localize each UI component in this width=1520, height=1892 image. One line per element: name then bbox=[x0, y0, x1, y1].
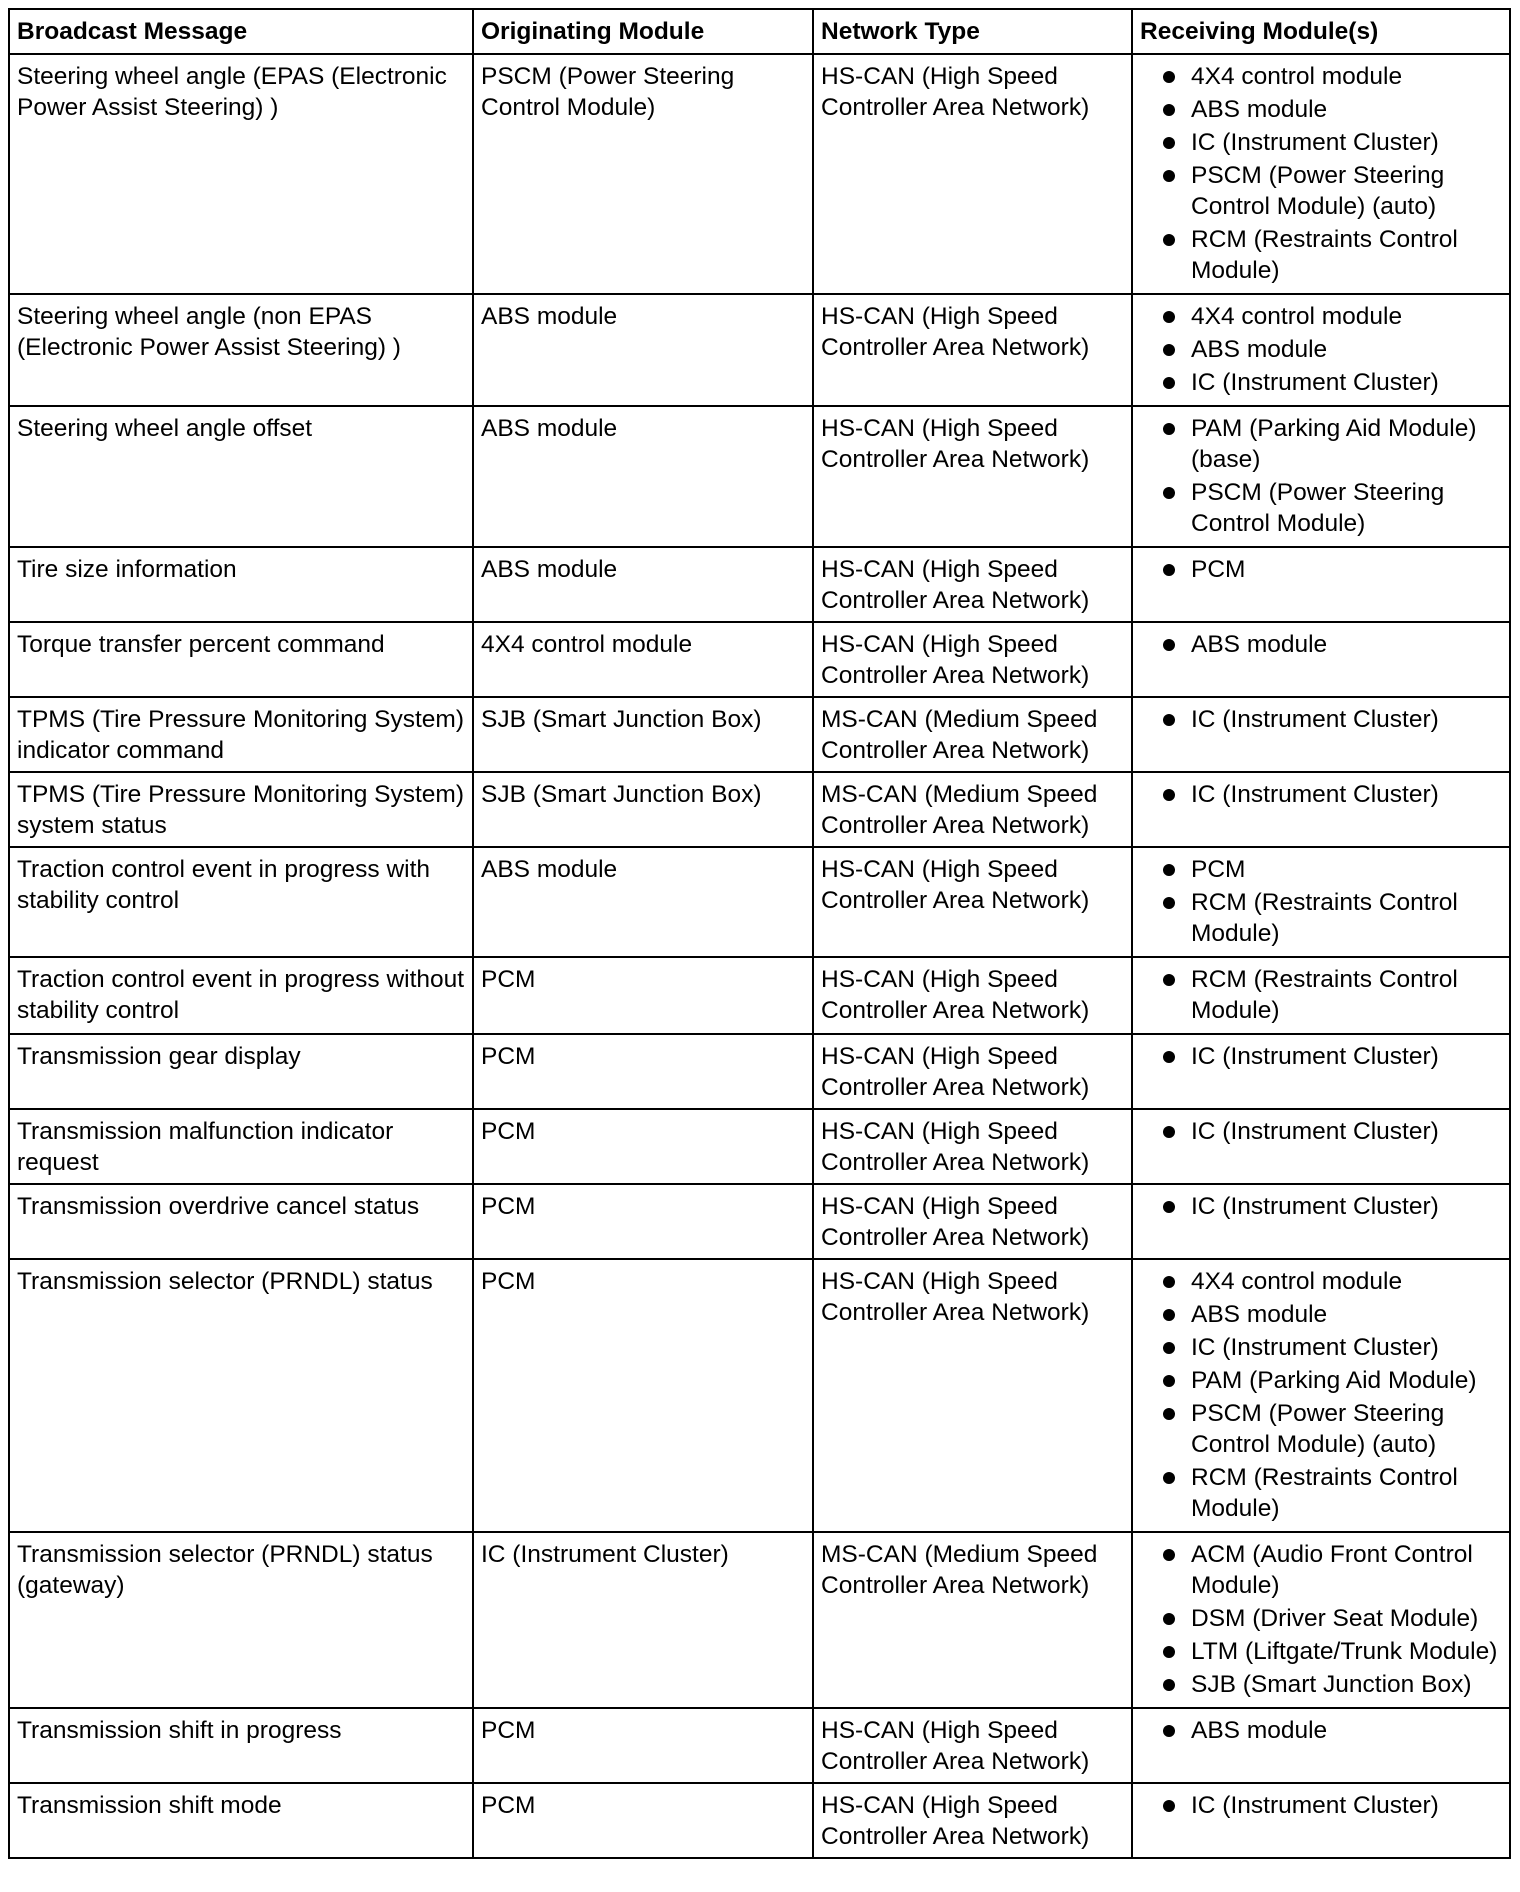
bullet-icon bbox=[1163, 864, 1175, 876]
receiving-module-list bbox=[1140, 1041, 1502, 1072]
broadcast-message-cell: Steering wheel angle (EPAS (Electronic Power Assist Steering) ) bbox=[9, 54, 473, 294]
bullet-icon bbox=[1163, 311, 1175, 323]
bullet-icon bbox=[1163, 1309, 1175, 1321]
bullet-icon bbox=[1163, 1408, 1175, 1420]
originating-module-cell: SJB (Smart Junction Box) bbox=[473, 772, 813, 847]
table-row bbox=[9, 772, 1510, 847]
bullet-icon bbox=[1163, 1375, 1175, 1387]
broadcast-message-cell: Traction control event in progress without stability control bbox=[9, 957, 473, 1034]
receiving-module-item bbox=[1140, 413, 1502, 475]
header-receiving-modules: Receiving Module(s) bbox=[1132, 9, 1510, 54]
receiving-module-item bbox=[1140, 1790, 1502, 1821]
originating-module-cell: IC (Instrument Cluster) bbox=[473, 1532, 813, 1708]
network-type-cell: MS-CAN (Medium Speed Controller Area Network) bbox=[813, 697, 1132, 772]
broadcast-message-cell: Transmission shift mode bbox=[9, 1783, 473, 1858]
bullet-icon bbox=[1163, 1201, 1175, 1213]
bullet-icon bbox=[1163, 377, 1175, 389]
table-header-row bbox=[9, 9, 1510, 54]
bullet-icon bbox=[1163, 344, 1175, 356]
receiving-module-item bbox=[1140, 1116, 1502, 1147]
network-type-cell: HS-CAN (High Speed Controller Area Network) bbox=[813, 1184, 1132, 1259]
broadcast-message-cell: Tire size information bbox=[9, 547, 473, 622]
receiving-module-label: PCM bbox=[1191, 856, 1246, 883]
receiving-modules-cell bbox=[1132, 1783, 1510, 1858]
receiving-module-label: SJB (Smart Junction Box) bbox=[1191, 1671, 1472, 1698]
bullet-icon bbox=[1163, 1342, 1175, 1354]
receiving-module-item bbox=[1140, 477, 1502, 539]
receiving-module-list bbox=[1140, 1266, 1502, 1524]
broadcast-message-cell: Transmission gear display bbox=[9, 1034, 473, 1109]
receiving-module-label: ABS module bbox=[1191, 1301, 1328, 1328]
table-row bbox=[9, 1109, 1510, 1184]
originating-module-cell: PCM bbox=[473, 1259, 813, 1532]
receiving-module-item bbox=[1140, 1603, 1502, 1634]
receiving-module-label: PSCM (Power Steering Control Module) (auto) bbox=[1191, 162, 1445, 220]
receiving-modules-cell bbox=[1132, 847, 1510, 957]
receiving-modules-cell bbox=[1132, 622, 1510, 697]
receiving-modules-cell bbox=[1132, 1184, 1510, 1259]
bullet-icon bbox=[1163, 234, 1175, 246]
receiving-module-label: IC (Instrument Cluster) bbox=[1191, 1792, 1439, 1819]
originating-module-cell: PCM bbox=[473, 957, 813, 1034]
originating-module-cell: PCM bbox=[473, 1184, 813, 1259]
receiving-module-item bbox=[1140, 779, 1502, 810]
receiving-module-list bbox=[1140, 554, 1502, 585]
receiving-module-item bbox=[1140, 94, 1502, 125]
receiving-modules-cell bbox=[1132, 406, 1510, 547]
network-type-cell: HS-CAN (High Speed Controller Area Network) bbox=[813, 547, 1132, 622]
originating-module-cell: ABS module bbox=[473, 294, 813, 406]
receiving-module-label: DSM (Driver Seat Module) bbox=[1191, 1605, 1479, 1632]
receiving-module-list bbox=[1140, 301, 1502, 398]
broadcast-message-cell: TPMS (Tire Pressure Monitoring System) system status bbox=[9, 772, 473, 847]
receiving-modules-cell bbox=[1132, 1532, 1510, 1708]
receiving-module-label: ACM (Audio Front Control Module) bbox=[1191, 1541, 1473, 1599]
network-type-cell: HS-CAN (High Speed Controller Area Network) bbox=[813, 54, 1132, 294]
table-row bbox=[9, 54, 1510, 294]
receiving-modules-cell bbox=[1132, 1708, 1510, 1783]
receiving-module-list bbox=[1140, 1539, 1502, 1700]
table-row bbox=[9, 294, 1510, 406]
receiving-module-label: IC (Instrument Cluster) bbox=[1191, 1334, 1439, 1361]
table-row bbox=[9, 1708, 1510, 1783]
receiving-module-label: PSCM (Power Steering Control Module) (auto) bbox=[1191, 1400, 1445, 1458]
originating-module-cell: ABS module bbox=[473, 847, 813, 957]
receiving-module-label: RCM (Restraints Control Module) bbox=[1191, 1464, 1458, 1522]
receiving-module-label: PAM (Parking Aid Module) (base) bbox=[1191, 415, 1477, 473]
bullet-icon bbox=[1163, 564, 1175, 576]
receiving-module-item bbox=[1140, 1332, 1502, 1363]
receiving-module-item bbox=[1140, 1669, 1502, 1700]
network-type-cell: MS-CAN (Medium Speed Controller Area Network) bbox=[813, 1532, 1132, 1708]
table-row bbox=[9, 1532, 1510, 1708]
bullet-icon bbox=[1163, 487, 1175, 499]
bullet-icon bbox=[1163, 137, 1175, 149]
receiving-module-label: ABS module bbox=[1191, 631, 1328, 658]
network-type-cell: HS-CAN (High Speed Controller Area Network) bbox=[813, 622, 1132, 697]
receiving-modules-cell bbox=[1132, 1259, 1510, 1532]
table-row bbox=[9, 1259, 1510, 1532]
network-type-cell: HS-CAN (High Speed Controller Area Network) bbox=[813, 406, 1132, 547]
receiving-module-list bbox=[1140, 854, 1502, 949]
receiving-module-item bbox=[1140, 704, 1502, 735]
receiving-module-label: RCM (Restraints Control Module) bbox=[1191, 226, 1458, 284]
receiving-module-label: IC (Instrument Cluster) bbox=[1191, 369, 1439, 396]
broadcast-message-cell: Steering wheel angle (non EPAS (Electronic Power Assist Steering) ) bbox=[9, 294, 473, 406]
receiving-module-item bbox=[1140, 1715, 1502, 1746]
header-broadcast-message: Broadcast Message bbox=[9, 9, 473, 54]
receiving-module-label: ABS module bbox=[1191, 336, 1328, 363]
network-type-cell: MS-CAN (Medium Speed Controller Area Network) bbox=[813, 772, 1132, 847]
table-row bbox=[9, 1783, 1510, 1858]
network-type-cell: HS-CAN (High Speed Controller Area Network) bbox=[813, 1259, 1132, 1532]
receiving-module-list bbox=[1140, 779, 1502, 810]
receiving-module-item bbox=[1140, 160, 1502, 222]
receiving-module-item bbox=[1140, 1398, 1502, 1460]
header-originating-module: Originating Module bbox=[473, 9, 813, 54]
receiving-module-label: PAM (Parking Aid Module) bbox=[1191, 1367, 1477, 1394]
bullet-icon bbox=[1163, 170, 1175, 182]
table-row bbox=[9, 697, 1510, 772]
bullet-icon bbox=[1163, 1613, 1175, 1625]
broadcast-message-cell: Transmission selector (PRNDL) status (gateway) bbox=[9, 1532, 473, 1708]
receiving-modules-cell bbox=[1132, 697, 1510, 772]
receiving-module-item bbox=[1140, 1266, 1502, 1297]
network-type-cell: HS-CAN (High Speed Controller Area Network) bbox=[813, 957, 1132, 1034]
bullet-icon bbox=[1163, 714, 1175, 726]
receiving-modules-cell bbox=[1132, 1034, 1510, 1109]
receiving-module-item bbox=[1140, 629, 1502, 660]
bullet-icon bbox=[1163, 1051, 1175, 1063]
receiving-module-label: ABS module bbox=[1191, 1717, 1328, 1744]
originating-module-cell: PCM bbox=[473, 1109, 813, 1184]
bullet-icon bbox=[1163, 104, 1175, 116]
table-body bbox=[9, 54, 1510, 1858]
bullet-icon bbox=[1163, 1276, 1175, 1288]
receiving-modules-cell bbox=[1132, 54, 1510, 294]
bullet-icon bbox=[1163, 789, 1175, 801]
receiving-module-label: IC (Instrument Cluster) bbox=[1191, 1118, 1439, 1145]
table-row bbox=[9, 1184, 1510, 1259]
receiving-modules-cell bbox=[1132, 547, 1510, 622]
broadcast-message-cell: Transmission shift in progress bbox=[9, 1708, 473, 1783]
receiving-module-label: IC (Instrument Cluster) bbox=[1191, 781, 1439, 808]
originating-module-cell: ABS module bbox=[473, 406, 813, 547]
originating-module-cell: PSCM (Power Steering Control Module) bbox=[473, 54, 813, 294]
broadcast-message-cell: Traction control event in progress with stability control bbox=[9, 847, 473, 957]
bullet-icon bbox=[1163, 1800, 1175, 1812]
broadcast-message-cell: TPMS (Tire Pressure Monitoring System) indicator command bbox=[9, 697, 473, 772]
receiving-module-list bbox=[1140, 964, 1502, 1026]
receiving-module-item bbox=[1140, 964, 1502, 1026]
receiving-module-label: 4X4 control module bbox=[1191, 303, 1403, 330]
receiving-module-item bbox=[1140, 127, 1502, 158]
originating-module-cell: ABS module bbox=[473, 547, 813, 622]
bullet-icon bbox=[1163, 1725, 1175, 1737]
receiving-module-item bbox=[1140, 301, 1502, 332]
table-row bbox=[9, 957, 1510, 1034]
receiving-module-item bbox=[1140, 854, 1502, 885]
receiving-module-item bbox=[1140, 61, 1502, 92]
network-type-cell: HS-CAN (High Speed Controller Area Network) bbox=[813, 1783, 1132, 1858]
receiving-module-item bbox=[1140, 554, 1502, 585]
receiving-module-list bbox=[1140, 413, 1502, 539]
receiving-module-label: IC (Instrument Cluster) bbox=[1191, 1193, 1439, 1220]
bullet-icon bbox=[1163, 71, 1175, 83]
table-row bbox=[9, 622, 1510, 697]
receiving-module-label: ABS module bbox=[1191, 96, 1328, 123]
receiving-module-label: RCM (Restraints Control Module) bbox=[1191, 889, 1458, 947]
receiving-modules-cell bbox=[1132, 294, 1510, 406]
receiving-module-item bbox=[1140, 1191, 1502, 1222]
receiving-module-item bbox=[1140, 1041, 1502, 1072]
broadcast-message-cell: Transmission selector (PRNDL) status bbox=[9, 1259, 473, 1532]
originating-module-cell: PCM bbox=[473, 1708, 813, 1783]
receiving-module-list bbox=[1140, 1116, 1502, 1147]
receiving-module-item bbox=[1140, 367, 1502, 398]
network-type-cell: HS-CAN (High Speed Controller Area Network) bbox=[813, 1109, 1132, 1184]
network-type-cell: HS-CAN (High Speed Controller Area Network) bbox=[813, 847, 1132, 957]
originating-module-cell: SJB (Smart Junction Box) bbox=[473, 697, 813, 772]
receiving-module-label: PCM bbox=[1191, 556, 1246, 583]
receiving-module-label: LTM (Liftgate/Trunk Module) bbox=[1191, 1638, 1498, 1665]
originating-module-cell: 4X4 control module bbox=[473, 622, 813, 697]
broadcast-message-table bbox=[8, 8, 1511, 1859]
receiving-module-list bbox=[1140, 1715, 1502, 1746]
receiving-module-label: IC (Instrument Cluster) bbox=[1191, 129, 1439, 156]
receiving-module-item bbox=[1140, 224, 1502, 286]
receiving-module-item bbox=[1140, 1539, 1502, 1601]
receiving-module-list bbox=[1140, 61, 1502, 286]
receiving-module-item bbox=[1140, 1299, 1502, 1330]
receiving-module-item bbox=[1140, 334, 1502, 365]
bullet-icon bbox=[1163, 897, 1175, 909]
receiving-module-label: IC (Instrument Cluster) bbox=[1191, 1043, 1439, 1070]
bullet-icon bbox=[1163, 1472, 1175, 1484]
bullet-icon bbox=[1163, 423, 1175, 435]
receiving-module-item bbox=[1140, 1365, 1502, 1396]
receiving-module-label: 4X4 control module bbox=[1191, 63, 1403, 90]
broadcast-message-cell: Transmission overdrive cancel status bbox=[9, 1184, 473, 1259]
bullet-icon bbox=[1163, 639, 1175, 651]
receiving-module-list bbox=[1140, 704, 1502, 735]
originating-module-cell: PCM bbox=[473, 1034, 813, 1109]
bullet-icon bbox=[1163, 1679, 1175, 1691]
broadcast-message-cell: Torque transfer percent command bbox=[9, 622, 473, 697]
receiving-module-list bbox=[1140, 1790, 1502, 1821]
receiving-module-label: RCM (Restraints Control Module) bbox=[1191, 966, 1458, 1024]
table-row bbox=[9, 847, 1510, 957]
receiving-module-item bbox=[1140, 1636, 1502, 1667]
network-type-cell: HS-CAN (High Speed Controller Area Network) bbox=[813, 294, 1132, 406]
receiving-module-list bbox=[1140, 629, 1502, 660]
network-type-cell: HS-CAN (High Speed Controller Area Network) bbox=[813, 1034, 1132, 1109]
bullet-icon bbox=[1163, 1549, 1175, 1561]
broadcast-message-cell: Transmission malfunction indicator request bbox=[9, 1109, 473, 1184]
header-network-type: Network Type bbox=[813, 9, 1132, 54]
receiving-module-label: 4X4 control module bbox=[1191, 1268, 1403, 1295]
bullet-icon bbox=[1163, 1126, 1175, 1138]
receiving-modules-cell bbox=[1132, 772, 1510, 847]
receiving-modules-cell bbox=[1132, 957, 1510, 1034]
originating-module-cell: PCM bbox=[473, 1783, 813, 1858]
table-row bbox=[9, 547, 1510, 622]
table-row bbox=[9, 1034, 1510, 1109]
receiving-module-label: IC (Instrument Cluster) bbox=[1191, 706, 1439, 733]
receiving-module-item bbox=[1140, 1462, 1502, 1524]
bullet-icon bbox=[1163, 974, 1175, 986]
receiving-module-item bbox=[1140, 887, 1502, 949]
broadcast-message-cell: Steering wheel angle offset bbox=[9, 406, 473, 547]
bullet-icon bbox=[1163, 1646, 1175, 1658]
receiving-module-label: PSCM (Power Steering Control Module) bbox=[1191, 479, 1445, 537]
receiving-modules-cell bbox=[1132, 1109, 1510, 1184]
receiving-module-list bbox=[1140, 1191, 1502, 1222]
network-type-cell: HS-CAN (High Speed Controller Area Network) bbox=[813, 1708, 1132, 1783]
table-row bbox=[9, 406, 1510, 547]
